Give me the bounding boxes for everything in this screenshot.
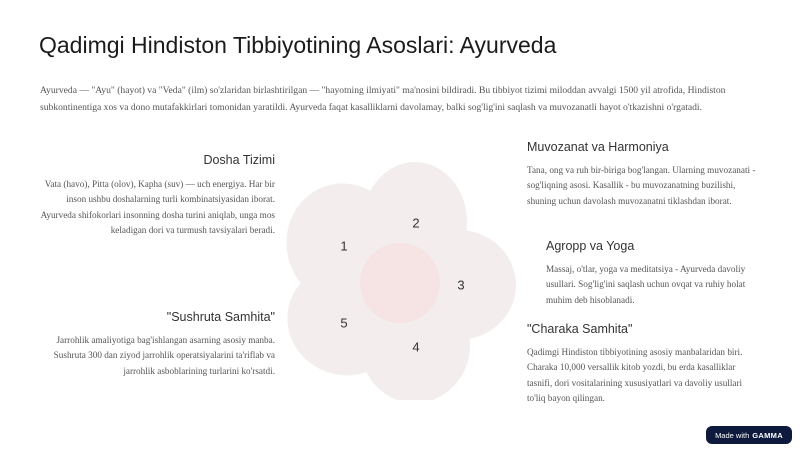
muvozanat-text: Tana, ong va ruh bir-biriga bog'langan. Ularning muvozanati - sog'liqning asosi. Kasallik - bu muvozanatning buzilishi, shuning uchun davolash muvozanatni tiklashdan iborat. bbox=[527, 165, 756, 206]
slide-title: Qadimgi Hindiston Tibbiyotining Asoslari: Ayurveda bbox=[39, 32, 557, 58]
sushruta-text: Jarrohlik amaliyotiga bag'ishlangan asarning asosiy manba. Sushruta 300 dan ziyod jarrohlik operatsiyalarini ta'riflab va jarrohlik asboblarining turlarini ko'rsatdi. bbox=[53, 335, 275, 376]
petal-center bbox=[360, 243, 440, 323]
yoga-heading: Agropp va Yoga bbox=[546, 239, 635, 253]
sushruta-heading: "Sushruta Samhita" bbox=[166, 310, 275, 324]
dosha-text: Vata (havo), Pitta (olov), Kapha (suv) — uch energiya. Har bir inson ushbu doshalarning turli kombinatsiyasidan iborat. Ayurveda shifokorlari insonning dosha turini aniqlab, unga mos keladigan dori va turmush tavsiyalari beradi. bbox=[40, 179, 275, 236]
badge-brand: GAMMA bbox=[752, 430, 783, 440]
charaka-text: Qadimgi Hindiston tibbiyotining asosiy manbalaridan biri. Charaka 10,000 versallik kitob yozdi, bu erda kasalliklar tasnifi, dori vositalarining xususiyatlari va davoliy usullari to'liq bayon qilingan. bbox=[527, 347, 743, 404]
petal-number-3: 3 bbox=[457, 277, 465, 293]
intro-paragraph: Ayurveda — "Ayu" (hayot) va "Veda" (ilm) so'zlaridan birlashtirilgan — "hayotning ilmiyati" ma'nosini bildiradi. Bu tibbiyot tizimi miloddan avvalgi 1500 yil atrofida, Hindiston subkontinentiga xos va dono mutafakkirlari tomonidan yaratildi. Ayurveda faqat kasalliklarni davolamay, balki sog'lig'ini saqlash va muvozanatli hayot o'tkazishni o'rgatadi. bbox=[40, 85, 726, 113]
muvozanat-heading: Muvozanat va Harmoniya bbox=[527, 140, 669, 154]
made-with-gamma-badge[interactable] bbox=[706, 426, 792, 444]
petal-number-5: 5 bbox=[340, 315, 348, 331]
charaka-heading: "Charaka Samhita" bbox=[527, 322, 633, 336]
petal-diagram bbox=[280, 150, 530, 400]
yoga-text: Massaj, o'tlar, yoga va meditatsiya - Ayurveda davoliy usullari. Sog'lig'ini saqlash uchun ovqat va ruhiy holat muhim deb hisoblanadi. bbox=[546, 264, 746, 305]
dosha-heading: Dosha Tizimi bbox=[203, 153, 275, 167]
petal-number-4: 4 bbox=[412, 339, 420, 355]
petal-number-1: 1 bbox=[340, 238, 348, 254]
petal-number-2: 2 bbox=[412, 215, 420, 231]
badge-prefix: Made with bbox=[715, 430, 750, 440]
